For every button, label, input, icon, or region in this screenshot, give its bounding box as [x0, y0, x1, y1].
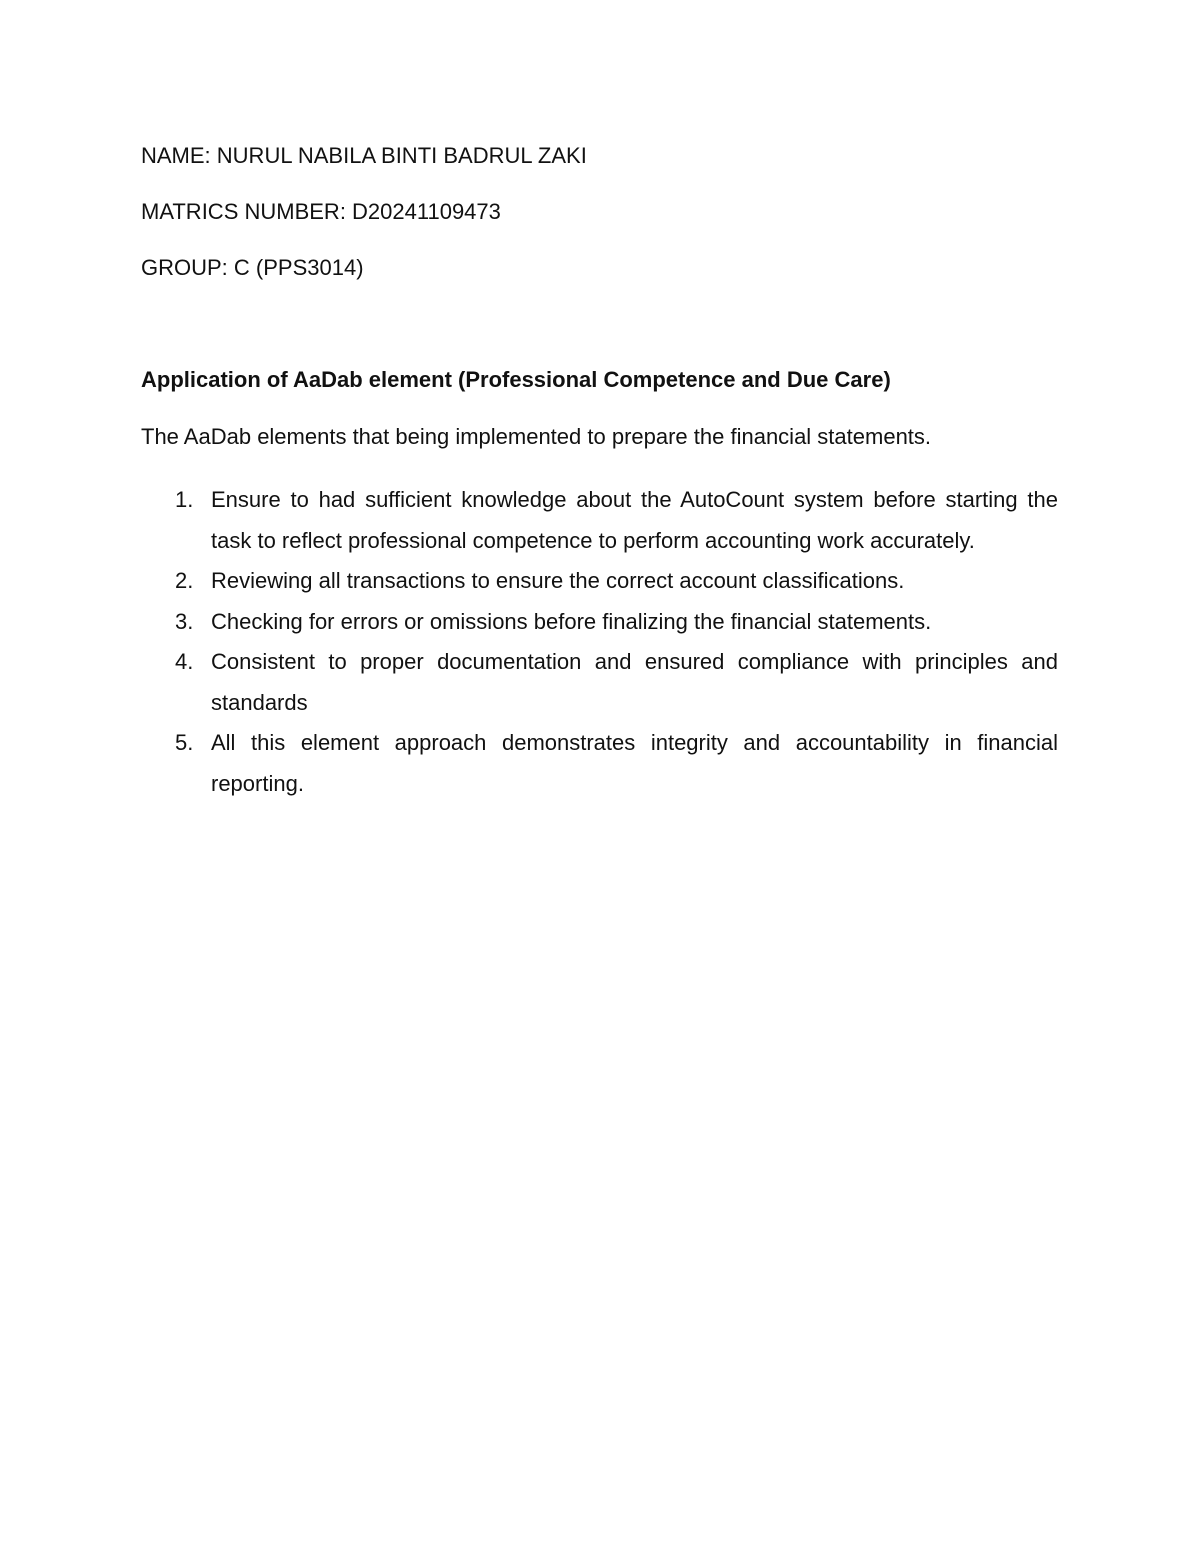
list-item-text: All this element approach demonstrates integrity and accountability in financial reporting. [211, 730, 1058, 796]
list-item-number: 4. [175, 649, 194, 674]
list-item-number: 1. [175, 487, 194, 512]
student-name: NAME: NURUL NABILA BINTI BADRUL ZAKI [141, 143, 587, 168]
matrics-number: MATRICS NUMBER: D20241109473 [141, 199, 501, 224]
list-item-text: Consistent to proper documentation and ensured compliance with principles and standards [211, 649, 1058, 715]
list-item-number: 2. [175, 568, 194, 593]
list-item-text: Ensure to had sufficient knowledge about the AutoCount system before starting the task to reflect professional competence to perform accounting work accurately. [211, 487, 1058, 553]
list-item-number: 5. [175, 730, 194, 755]
list-item [141, 723, 1058, 804]
aadab-list [141, 480, 1058, 804]
group-info: GROUP: C (PPS3014) [141, 255, 364, 280]
list-item-text: Checking for errors or omissions before finalizing the financial statements. [211, 608, 932, 634]
section-intro: The AaDab elements that being implemented to prepare the financial statements. [141, 424, 932, 449]
section-heading: Application of AaDab element (Professional Competence and Due Care) [141, 367, 891, 392]
list-item [141, 602, 1058, 643]
list-item-text: Reviewing all transactions to ensure the correct account classifications. [211, 568, 905, 593]
list-item [141, 561, 1058, 602]
list-item [141, 480, 1058, 561]
list-item [141, 642, 1058, 723]
list-item-number: 3. [175, 608, 194, 634]
